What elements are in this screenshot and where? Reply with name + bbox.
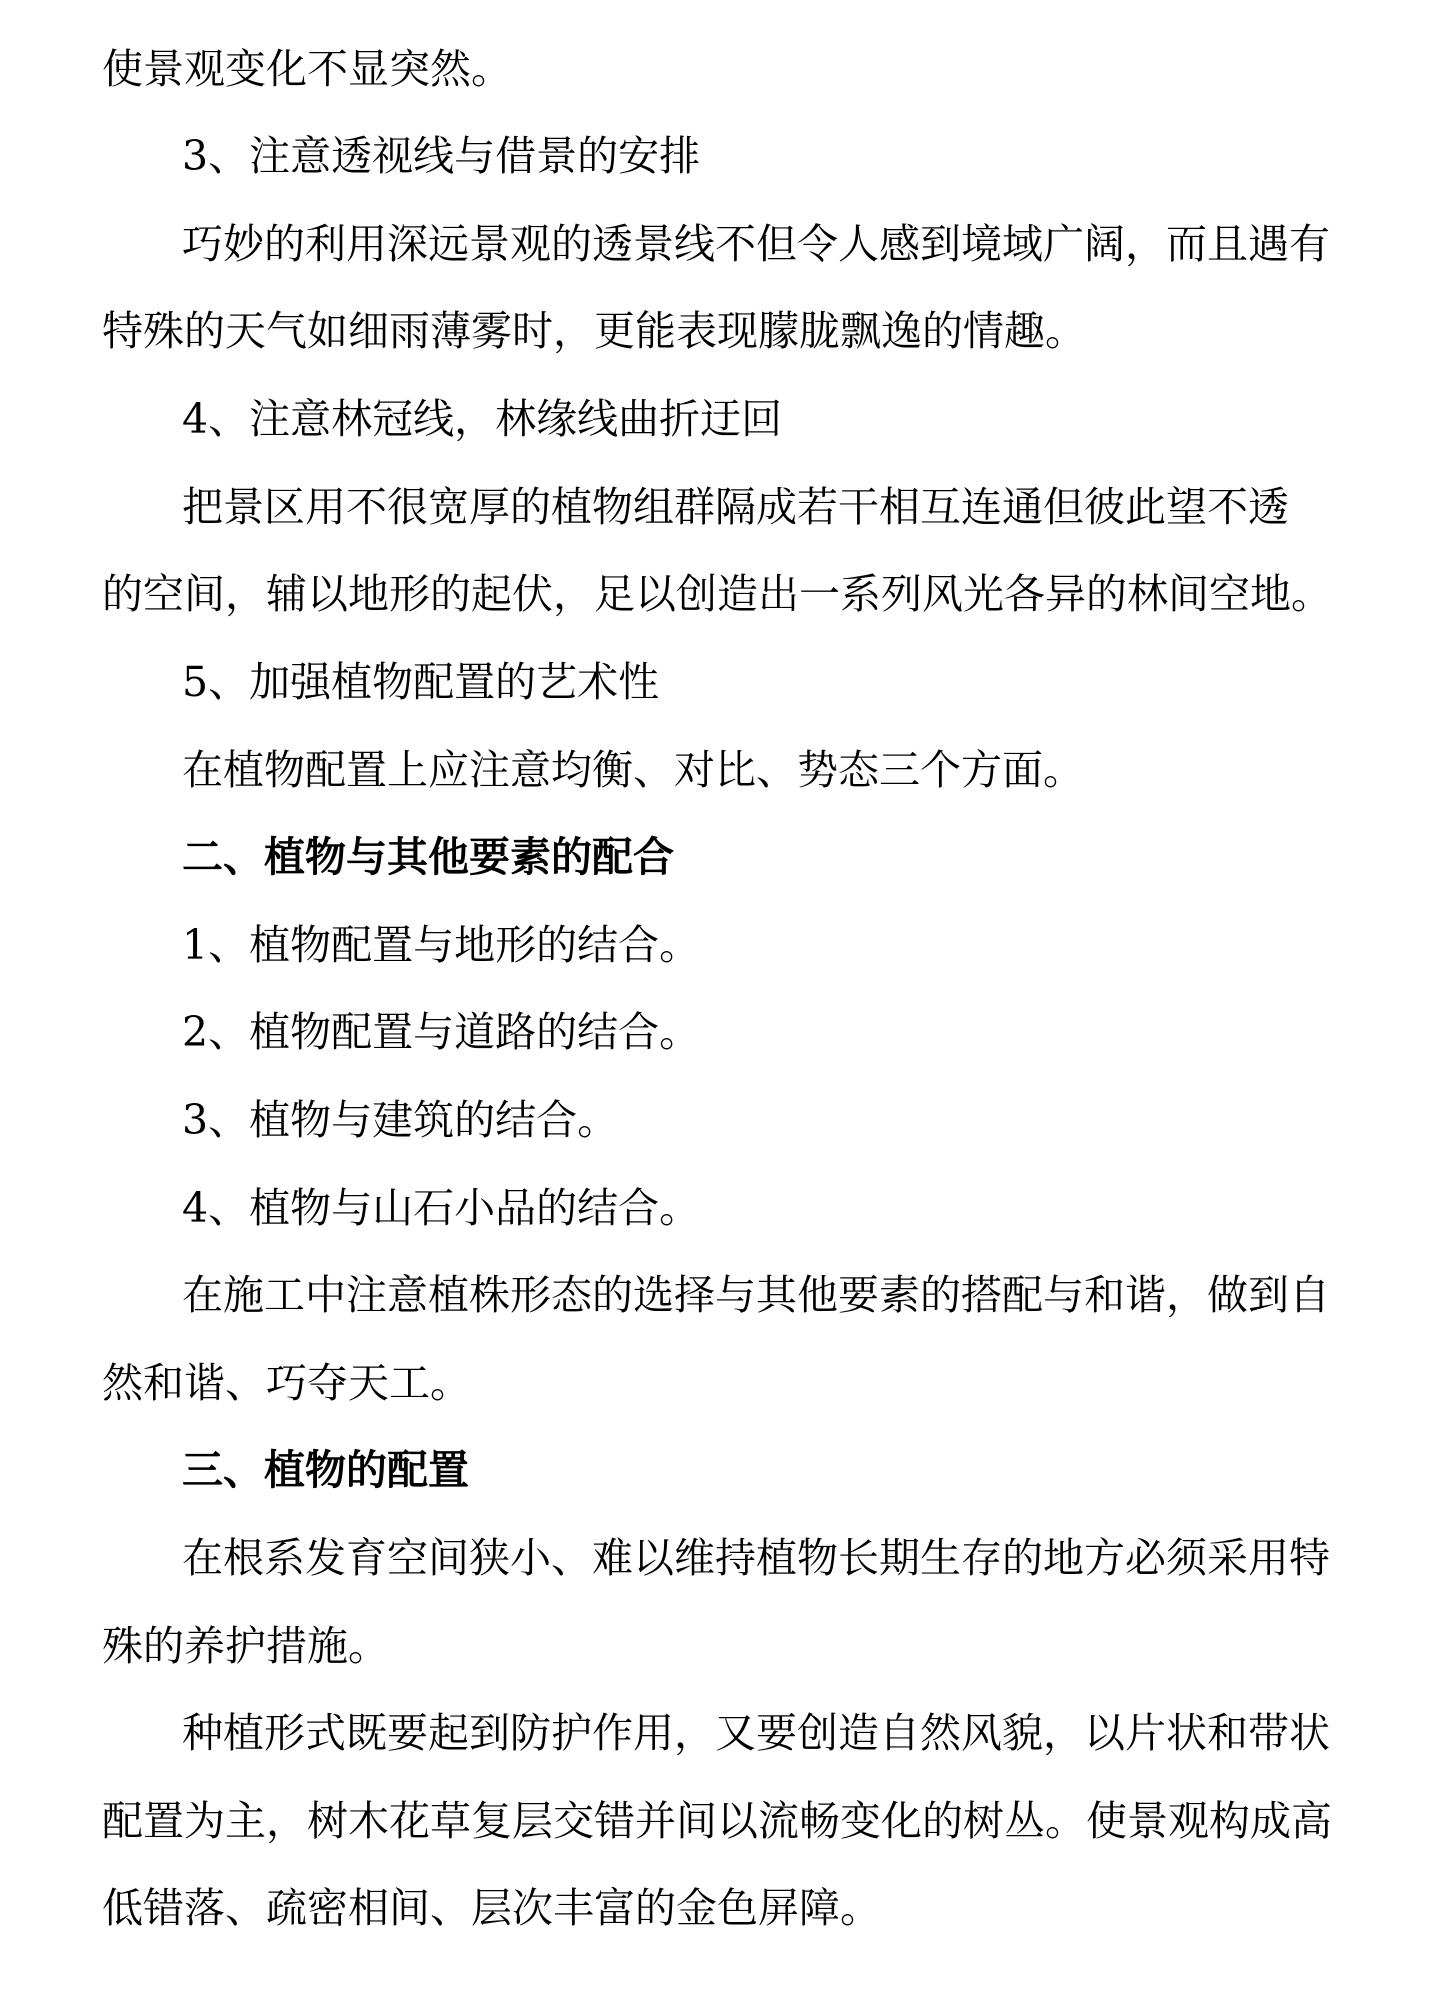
chapter-heading: 二、植物与其他要素的配合	[182, 833, 674, 881]
paragraph-line: 在施工中注意植株形态的选择与其他要素的搭配与和谐，做到自	[182, 1271, 1330, 1319]
list-item: 4、植物与山石小品的结合。	[182, 1184, 701, 1232]
paragraph-line: 低错落、疏密相间、层次丰富的金色屏障。	[102, 1884, 881, 1932]
paragraph-line: 然和谐、巧夺天工。	[102, 1359, 471, 1407]
list-item: 1、植物配置与地形的结合。	[182, 921, 701, 969]
paragraph-line: 种植形式既要起到防护作用，又要创造自然风貌，以片状和带状	[182, 1709, 1330, 1757]
paragraph-line: 殊的养护措施。	[102, 1622, 389, 1670]
list-item: 2、植物配置与道路的结合。	[182, 1008, 701, 1056]
section-heading: 3、注意透视线与借景的安排	[182, 132, 701, 180]
paragraph-line: 把景区用不很宽厚的植物组群隔成若干相互连通但彼此望不透	[182, 483, 1289, 531]
paragraph-line: 配置为主，树木花草复层交错并间以流畅变化的树丛。使景观构成高	[102, 1797, 1332, 1845]
chapter-heading: 三、植物的配置	[182, 1446, 469, 1494]
paragraph-line: 使景观变化不显突然。	[102, 45, 512, 93]
section-heading: 4、注意林冠线，林缘线曲折迂回	[182, 395, 783, 443]
section-heading: 5、加强植物配置的艺术性	[182, 658, 660, 706]
paragraph-line: 在根系发育空间狭小、难以维持植物长期生存的地方必须采用特	[182, 1534, 1330, 1582]
paragraph-line: 在植物配置上应注意均衡、对比、势态三个方面。	[182, 746, 1084, 794]
paragraph-line: 特殊的天气如细雨薄雾时，更能表现朦胧飘逸的情趣。	[102, 307, 1086, 355]
paragraph-line: 巧妙的利用深远景观的透景线不但令人感到境域广阔，而且遇有	[182, 220, 1330, 268]
list-item: 3、植物与建筑的结合。	[182, 1096, 619, 1144]
paragraph-line: 的空间，辅以地形的起伏，足以创造出一系列风光各异的林间空地。	[102, 570, 1332, 618]
